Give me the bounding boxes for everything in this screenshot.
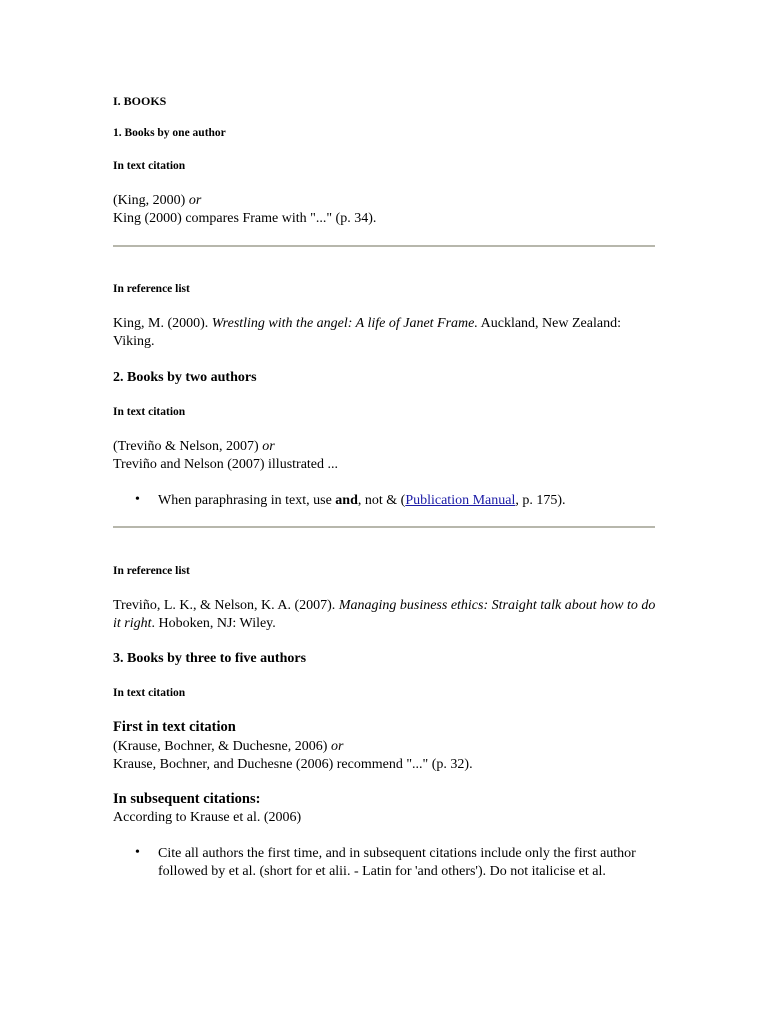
citation-text: (King, 2000) — [113, 193, 186, 208]
subsequent-citations-label: In subsequent citations: — [113, 791, 261, 807]
subsequent-citation-text: According to Krause et al. (2006) — [113, 810, 302, 825]
bullet-text — [158, 492, 566, 510]
citation-line — [113, 192, 201, 210]
reference-author: Treviño, L. K., & Nelson, K. A. (2007). — [113, 598, 336, 613]
reference-publisher: . Hoboken, NJ: Wiley. — [151, 616, 276, 631]
bullet-text-mid: , not & ( — [357, 493, 406, 508]
heading-one-author: 1. Books by one author — [113, 127, 226, 139]
citation-text: (Treviño & Nelson, 2007) — [113, 439, 259, 454]
label-in-text-citation: In text citation — [113, 406, 186, 418]
reference-publisher: Auckland, New Zealand: Viking. — [113, 316, 621, 349]
bullet-text: Cite all authors the first time, and in subsequent citations include only the first author followed by et al. (short for et alii. - Latin for 'and others'). Do not italicise et al. — [158, 846, 636, 879]
bullet-dot: • — [135, 845, 140, 860]
or-text: or — [188, 193, 202, 208]
citation-line: Krause, Bochner, and Duchesne (2006) recommend "..." (p. 32). — [113, 757, 473, 772]
bullet-item — [113, 492, 658, 512]
publication-manual-link[interactable]: Publication Manual — [405, 493, 516, 508]
citation-line — [113, 738, 343, 756]
citation-line: King (2000) compares Frame with "..." (p. 34). — [113, 211, 377, 226]
reference-title: Managing business ethics: Straight talk about how to do it right — [113, 598, 656, 631]
reference-author: King, M. (2000). — [113, 316, 209, 331]
heading-three-five-authors: 3. Books by three to five authors — [113, 651, 307, 666]
label-in-text-citation: In text citation — [113, 687, 186, 699]
or-text: or — [330, 739, 344, 754]
label-in-reference-list: In reference list — [113, 283, 190, 295]
heading-two-authors: 2. Books by two authors — [113, 370, 257, 385]
section-title: I. BOOKS — [113, 94, 167, 108]
bullet-text-post: , p. 175). — [515, 493, 566, 508]
reference-entry — [113, 315, 658, 351]
bullet-item — [113, 845, 658, 901]
reference-title: Wrestling with the angel: A life of Janet Frame. — [211, 316, 478, 331]
divider — [113, 526, 655, 528]
label-in-text-citation: In text citation — [113, 160, 186, 172]
bullet-dot: • — [135, 492, 140, 507]
label-in-reference-list: In reference list — [113, 565, 190, 577]
bullet-text-pre: When paraphrasing in text, use — [158, 493, 332, 508]
divider — [113, 245, 655, 247]
citation-line — [113, 438, 275, 456]
first-citation-label: First in text citation — [113, 719, 236, 735]
citation-text: (Krause, Bochner, & Duchesne, 2006) — [113, 739, 328, 754]
citation-line: Treviño and Nelson (2007) illustrated ... — [113, 457, 339, 472]
or-text: or — [262, 439, 275, 454]
bullet-text-and: and — [335, 493, 358, 508]
reference-entry — [113, 597, 658, 633]
